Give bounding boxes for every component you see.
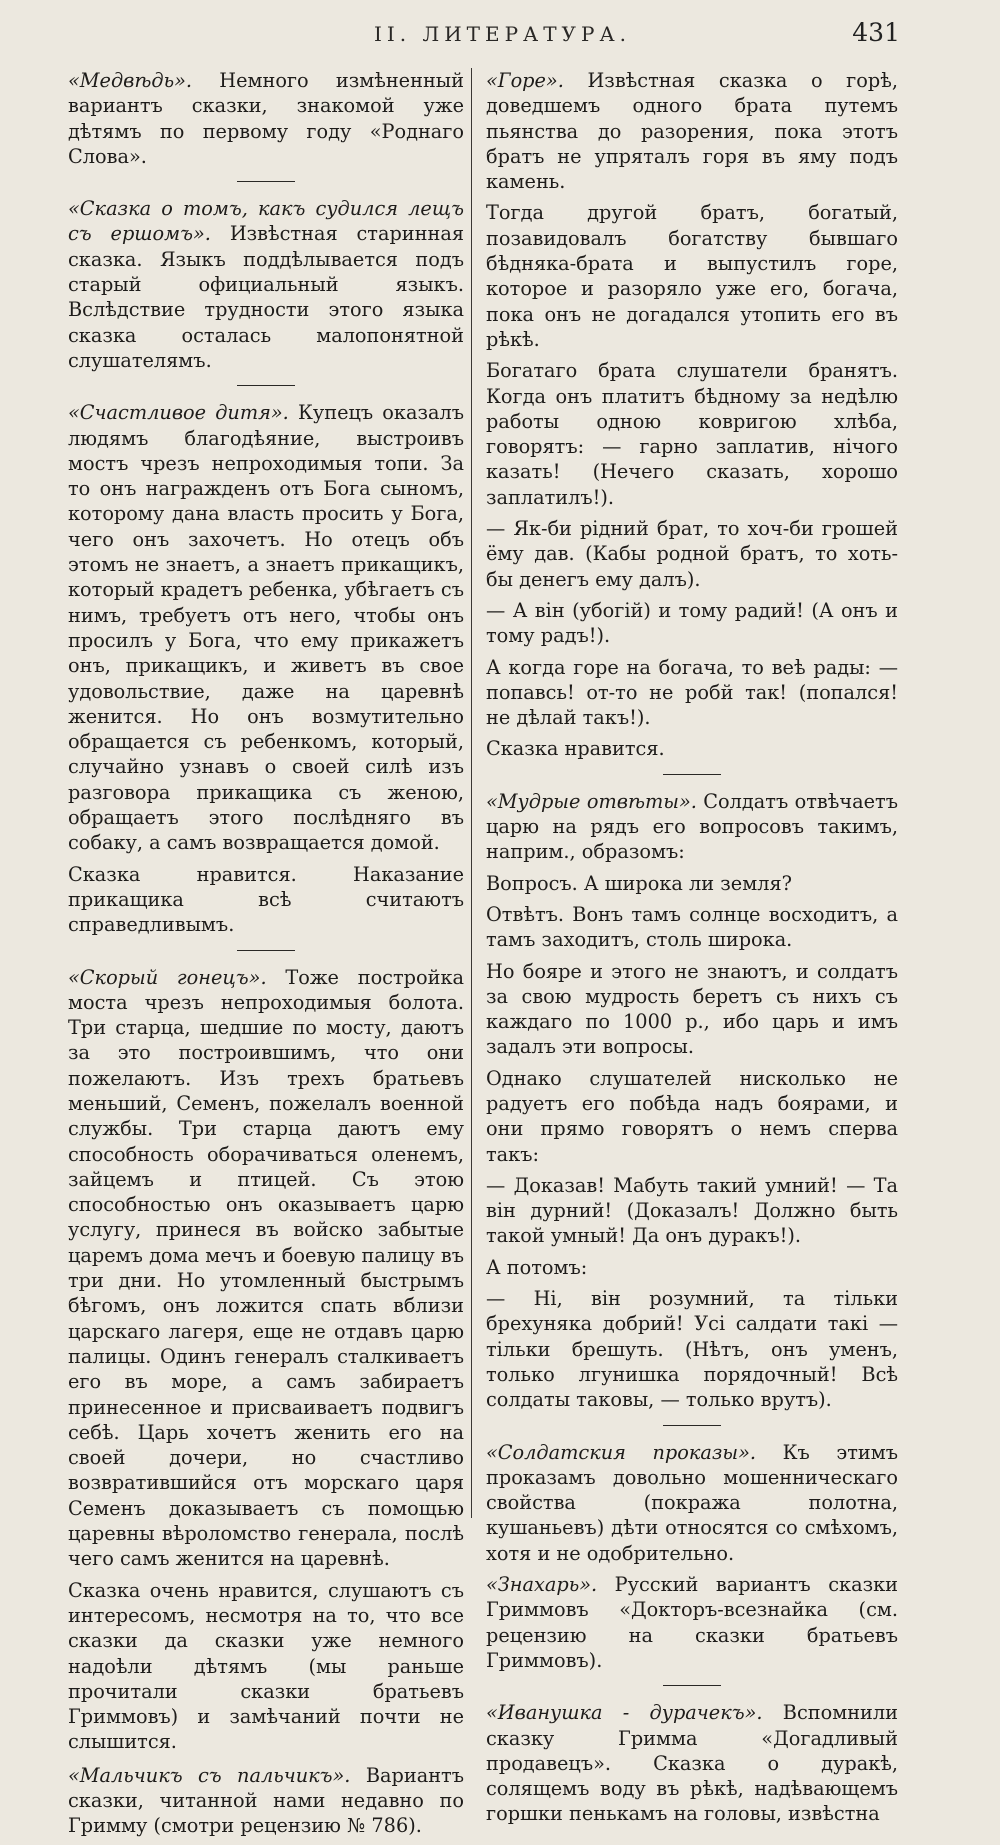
paragraph-text: — Доказав! Мабуть такий умний! — Та він дурний! (Доказалъ! Должно быть такой умный! Да онъ дуракъ!). — [486, 1173, 898, 1248]
paragraph — [486, 1173, 898, 1249]
paragraph-title: «Мальчикъ съ пальчикъ». — [68, 1763, 351, 1787]
section-rule — [237, 181, 295, 182]
page-number: 431 — [852, 18, 900, 47]
paragraph — [486, 358, 898, 510]
section-rule — [663, 774, 721, 775]
paragraph — [68, 965, 464, 1572]
paragraph-text: Сказка нравится. — [486, 737, 665, 761]
paragraph — [486, 902, 898, 953]
paragraph-text: А когда горе на богача, то веѣ рады: — попавсь! от-то не робй так! (попался! не дѣлай такъ!). — [486, 655, 898, 730]
paragraph — [486, 1286, 898, 1412]
paragraph — [486, 1440, 898, 1566]
paragraph-text: Къ этимъ проказамъ довольно мошенническаго свойства (покража полотна, кушаньевъ) дѣти относятся со смѣхомъ, хотя и не одобрительно. — [486, 1440, 898, 1565]
paragraph-text: Извѣстная сказка о горѣ, доведшемъ одного брата путемъ пьянства до разорения, пока этотъ братъ не упряталъ горя въ яму подъ камень. — [486, 69, 898, 194]
paragraph — [486, 789, 898, 865]
paragraph-text: Солдатъ отвѣчаетъ царю на рядъ его вопросовъ такимъ, наприм., образомъ: — [486, 789, 898, 864]
page-header — [0, 18, 1000, 52]
paragraph-title: «Иванушка - дурачекъ». — [486, 1701, 763, 1725]
paragraph — [68, 68, 464, 169]
paragraph-title: «Солдатския проказы». — [486, 1440, 757, 1464]
paragraph-title: «Счастливое дитя». — [68, 401, 289, 425]
paragraph-text: Немного измѣненный вариантъ сказки, знакомой уже дѣтямъ по первому году «Роднаго Слова». — [68, 69, 464, 168]
paragraph-text: Вспомнили сказку Гримма «Догадливый продавецъ». Сказка о дуракѣ, солящемъ воду въ рѣкѣ, надѣвающемъ горшки пенькамъ на головы, извѣстна — [486, 1701, 899, 1826]
paragraph-text: Отвѣтъ. Вонъ тамъ солнце восходитъ, а тамъ заходитъ, столь широка. — [486, 902, 898, 952]
running-head: II. ЛИТЕРАТУРА. — [374, 22, 631, 46]
paragraph-text: Тогда другой братъ, богатый, позавидовалъ богатству бывшаго бѣдняка-брата и выпустилъ горе, которое и разоряло уже его, богача, пока онъ не догадался утопить его въ рѣкѣ. — [486, 201, 898, 351]
section-rule — [237, 385, 295, 386]
paragraph-text: — Ні, він розумний, та тільки брехуняка добрий! Усі салдати такі — тільки брешуть. (Нѣтъ, онъ уменъ, только лгунишка порядочный! Всѣ солдаты таковы, — только врутъ). — [486, 1287, 898, 1412]
paragraph-text: Богатаго брата слушатели бранятъ. Когда онъ платитъ бѣдному за недѣлю работы одною ковригою хлѣба, говорятъ: — гарно заплатив, нічого казать! (Нечего сказать, хорошо заплатилъ!). — [486, 359, 898, 509]
paragraph — [486, 959, 898, 1060]
paragraph-text: А потомъ: — [486, 1255, 588, 1279]
paragraph-text: Купецъ оказалъ людямъ благодѣяние, выстроивъ мостъ чрезъ непроходимыя топи. За то онъ награжденъ отъ Бога сыномъ, которому дана власть просить у Бога, чего онъ захочетъ. Но отецъ объ этомъ не знаетъ, а знаетъ прикащикъ, который крадетъ ребенка, убѣгаетъ съ нимъ, требуетъ отъ него, чтобы онъ просилъ у Бога, что ему прикажетъ онъ, прикащикъ, и живетъ въ свое удовольствие, даже на царевнѣ женится. Но онъ возмутительно обращается съ ребенкомъ, который, случайно узнавъ о своей силѣ изъ разговора прикащика съ женою, обращаетъ этого послѣдняго въ собаку, а самъ возвращается домой. — [68, 401, 464, 855]
paragraph — [486, 1700, 898, 1826]
paragraph-text: — Як-би рідний брат, то хоч-би грошей ёму дав. (Кабы родной братъ, то хоть-бы денегъ ему далъ). — [486, 517, 898, 591]
paragraph — [486, 516, 898, 592]
paragraph — [486, 655, 898, 731]
paragraph-text: Вариантъ сказки, читанной нами недавно по Гримму (смотри рецензию № 786). — [68, 1763, 464, 1838]
paragraph — [486, 68, 898, 194]
paragraph-text: Тоже постройка моста чрезъ непроходимыя болота. Три старца, шедшие по мосту, даютъ за это построившимъ, что они пожелаютъ. Изъ трехъ братьевъ меньший, Семенъ, пожелалъ военной службы. Три старца даютъ ему способность оборачиваться оленемъ, зайцемъ и птицей. Съ этою способностью онъ оказываетъ царю услугу, принеся въ войско забытые царемъ дома мечъ и боевую палицу въ три дни. Но утомленный быстрымъ бѣгомъ, онъ ложится спать вблизи царскаго лагеря, еще не отдавъ царю палицы. Одинъ генералъ сталкиваетъ его въ море, а самъ забираетъ принесенное и присваиваетъ подвигъ себѣ. Царь хочетъ женить его на своей дочери, но счастливо возвратившийся отъ морскаго царя Семенъ доказываетъ съ помощью царевны вѣроломство генерала, послѣ чего самъ женится на царевнѣ. — [68, 965, 464, 1571]
paragraph-text: Извѣстная старинная сказка. Языкъ поддѣлывается подъ старый официальный языкъ. Вслѣдствие трудности этого языка сказка осталась малопонятной слушателямъ. — [68, 222, 465, 372]
paragraph-title: «Медвѣдь». — [68, 69, 193, 92]
left-column — [68, 68, 464, 1845]
right-column — [486, 68, 898, 1833]
paragraph-text: Вопросъ. А широка ли земля? — [486, 871, 792, 895]
paragraph — [68, 1578, 464, 1755]
paragraph — [486, 871, 898, 896]
paragraph-title: «Горе». — [486, 69, 564, 92]
paragraph-text: Сказка очень нравится, слушаютъ съ интересомъ, несмотря на то, что все сказки да сказки уже немного надоѣли дѣтямъ (мы раньше прочитали сказки братьевъ Гриммовъ) и замѣчаний почти не слышится. — [68, 1578, 464, 1754]
paragraph-text: Сказка нравится. Наказание прикащика всѣ считаютъ справедливымъ. — [68, 862, 464, 937]
paragraph-text: Русский вариантъ сказки Гриммовъ «Докторъ-всезнайка (см. рецензию на сказки братьевъ Гриммовъ). — [486, 1573, 898, 1672]
paragraph — [68, 1763, 464, 1839]
paragraph-text: Но бояре и этого не знаютъ, и солдатъ за свою мудрость беретъ съ нихъ съ каждаго по 1000 р., ибо царь и имъ задалъ эти вопросы. — [486, 959, 898, 1059]
paragraph — [486, 598, 898, 649]
paragraph-text: — А він (убогій) и тому радий! (А онъ и тому радъ!). — [486, 598, 898, 648]
paragraph — [486, 1255, 898, 1280]
paragraph — [68, 196, 464, 373]
column-divider — [471, 68, 472, 1518]
paragraph-title: «Сказка о томъ, какъ судился лещъ съ ершомъ». — [68, 197, 464, 246]
paragraph — [486, 200, 898, 352]
paragraph-title: «Скорый гонецъ». — [68, 965, 267, 989]
paragraph — [486, 736, 898, 761]
paragraph-text: Однако слушателей нисколько не радуетъ его побѣда надъ боярами, и они прямо говорятъ о немъ сперва такъ: — [486, 1066, 898, 1166]
paragraph — [68, 400, 464, 855]
paragraph — [68, 862, 464, 938]
section-rule — [237, 950, 295, 951]
paragraph — [486, 1066, 898, 1167]
paragraph — [486, 1572, 898, 1673]
paragraph-title: «Мудрые отвѣты». — [486, 789, 697, 813]
paragraph-title: «Знахарь». — [486, 1573, 598, 1597]
section-rule — [663, 1425, 721, 1426]
section-rule — [663, 1685, 721, 1686]
